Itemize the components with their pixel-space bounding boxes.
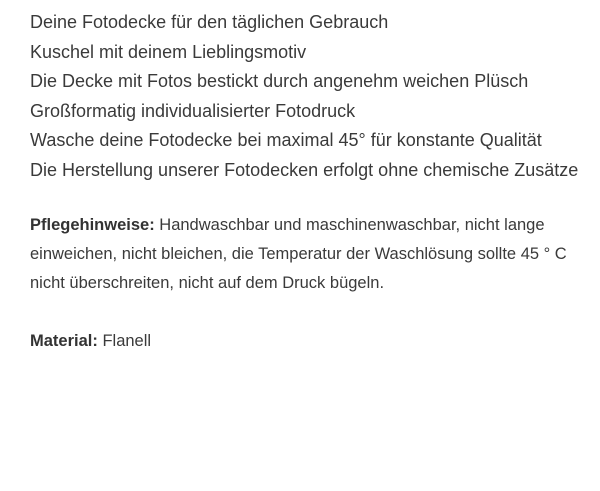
care-instructions xyxy=(30,211,590,298)
feature-item: Wasche deine Fotodecke bei maximal 45° für konstante Qualität xyxy=(30,130,542,151)
feature-item: Die Decke mit Fotos bestickt durch angenehm weichen Plüsch xyxy=(30,71,529,92)
feature-item: Großformatig individualisierter Fotodruck xyxy=(30,100,356,121)
feature-item: Deine Fotodecke für den täglichen Gebrauch xyxy=(30,12,389,32)
care-label: Pflegehinweise: xyxy=(30,215,155,234)
feature-item: Kuschel mit deinem Lieblingsmotiv xyxy=(30,41,307,62)
feature-list xyxy=(30,8,590,186)
care-text: Handwaschbar und maschinenwaschbar, nicht lange einweichen, nicht bleichen, die Temperatur der Waschlösung sollte 45 ° C nicht überschreiten, nicht auf dem Druck bügeln. xyxy=(30,215,567,292)
material-label: Material: xyxy=(30,331,98,350)
material-text: Flanell xyxy=(97,331,152,350)
material-info xyxy=(30,327,590,356)
feature-item: Die Herstellung unserer Fotodecken erfolgt ohne chemische Zusätze xyxy=(30,159,579,180)
product-description xyxy=(30,8,590,356)
